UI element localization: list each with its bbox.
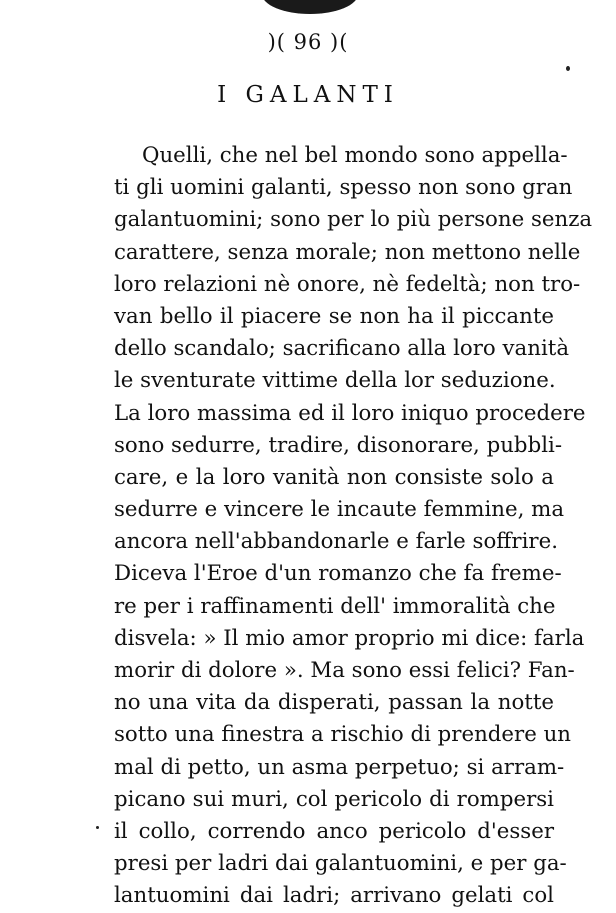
text-line: sedurre e vincere le incaute femmine, ma — [114, 497, 565, 523]
text-line: le sventurate vittime della lor seduzione. — [114, 368, 556, 394]
text-line: ti gli uomini galanti, spesso non sono gran — [114, 175, 573, 201]
chapter-title: I GALANTI — [217, 82, 399, 108]
text-line: Diceva l'Eroe d'un romanzo che fa freme- — [114, 561, 562, 587]
text-line: care, e la loro vanità non consiste solo a — [114, 464, 554, 490]
text-line: disvela: » Il mio amor proprio mi dice: farla — [114, 625, 585, 651]
ink-speck — [566, 66, 570, 71]
body-text — [114, 140, 593, 913]
text-line: re per i raffinamenti dell' immoralità che — [114, 593, 556, 619]
page-number: )( 96 )( — [267, 30, 349, 54]
text-line: galantuomini; sono per lo più persone senza — [114, 207, 593, 233]
ink-speck — [96, 826, 99, 829]
text-line: lantuomini dai ladri; arrivano gelati col — [114, 883, 554, 909]
text-line: morir di dolore ». Ma sono essi felici? Fan- — [114, 658, 575, 683]
text-line: La loro massima ed il loro iniquo procedere — [114, 400, 586, 426]
ink-blot — [262, 0, 358, 14]
text-line: loro relazioni nè onore, nè fedeltà; non tro- — [114, 271, 581, 297]
text-line: picano sui muri, col pericolo di rompersi — [114, 786, 554, 812]
text-line: dello scandalo; sacrificano alla loro vanità — [114, 336, 570, 362]
text-line: ancora nell'abbandonarle e farle soffrire. — [114, 529, 558, 555]
text-line: sotto una finestra a rischio di prendere un — [114, 722, 572, 748]
text-line: il collo, correndo anco pericolo d'esser — [114, 818, 554, 844]
text-line: carattere, senza morale; non mettono nelle — [114, 239, 581, 265]
text-line: van bello il piacere se non ha il piccante — [114, 303, 554, 329]
text-line: sono sedurre, tradire, disonorare, pubbli- — [114, 432, 563, 458]
text-line: no una vita da disperati, passan la notte — [114, 690, 554, 716]
text-line: mal di petto, un asma perpetuo; si arram- — [114, 754, 565, 780]
text-line: presi per ladri dai galantuomini, e per ga- — [114, 851, 567, 877]
text-line: Quelli, che nel bel mondo sono appella- — [142, 143, 568, 168]
